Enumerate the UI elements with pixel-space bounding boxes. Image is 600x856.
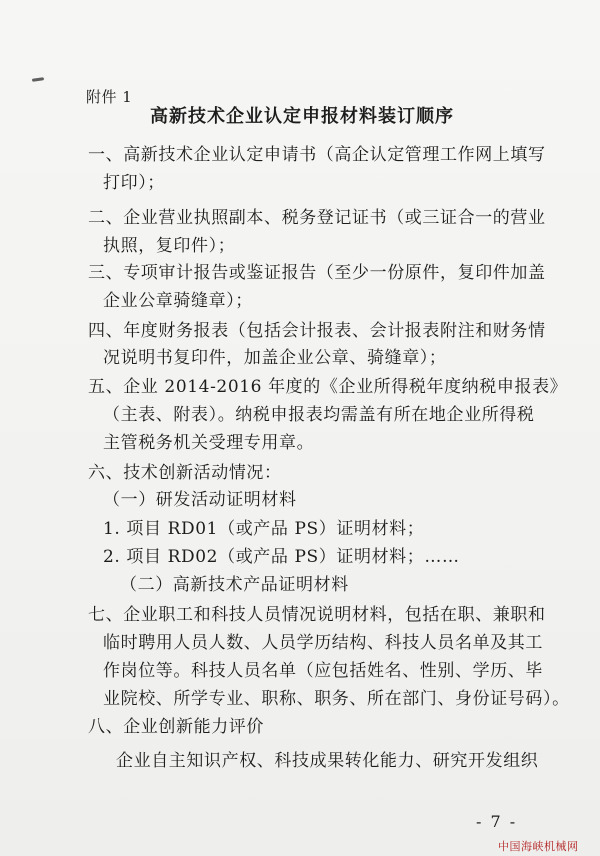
body-line: 一、高新技术企业认定申请书（高企认定管理工作网上填写 [88,145,546,165]
body-line: 二、企业营业执照副本、税务登记证书（或三证合一的营业 [88,208,546,228]
body-line: 2. 项目 RD02（或产品 PS）证明材料；…… [103,547,460,567]
page-number: - 7 - [476,812,518,831]
body-line: 业院校、所学专业、职称、职务、所在部门、身份证号码）。 [103,689,570,709]
body-line: 三、专项审计报告或鉴证报告（至少一份原件，复印件加盖 [88,263,546,283]
body-line: 况说明书复印件，加盖企业公章、骑缝章）； [103,348,447,368]
body-line: （一）研发活动证明材料 [103,490,297,510]
body-line: 执照，复印件）； [103,236,236,256]
body-line: 六、技术创新活动情况： [88,463,282,483]
ink-mark [32,77,44,82]
body-line: 四、年度财务报表（包括会计报表、会计报表附注和财务情 [88,321,546,341]
body-line: 1. 项目 RD01（或产品 PS）证明材料； [103,519,425,539]
body-line: 主管税务机关受理专用章。 [103,433,315,453]
attachment-label: 附件 1 [86,88,133,106]
body-line: 企业自主知识产权、科技成果转化能力、研究开发组织 [116,751,539,771]
document-title: 高新技术企业认定申报材料装订顺序 [150,106,454,127]
body-line: （主表、附表）。纳税申报表均需盖有所在地企业所得税 [103,405,535,425]
body-line: 打印）； [103,173,165,193]
watermark: 中国海峡机械网 [498,840,579,853]
body-line: 八、企业创新能力评价 [88,717,264,737]
body-line: 七、企业职工和科技人员情况说明材料，包括在职、兼职和 [88,605,546,625]
body-line: （二）高新技术产品证明材料 [120,575,349,595]
body-line: 企业公章骑缝章）； [103,291,253,311]
body-line: 作岗位等。科技人员名单（应包括姓名、性别、学历、毕 [103,661,543,681]
body-line: 五、企业 2014-2016 年度的《企业所得税年度纳税申报表》 [88,377,568,397]
body-line: 临时聘用人员人数、人员学历结构、科技人员名单及其工 [103,633,543,653]
